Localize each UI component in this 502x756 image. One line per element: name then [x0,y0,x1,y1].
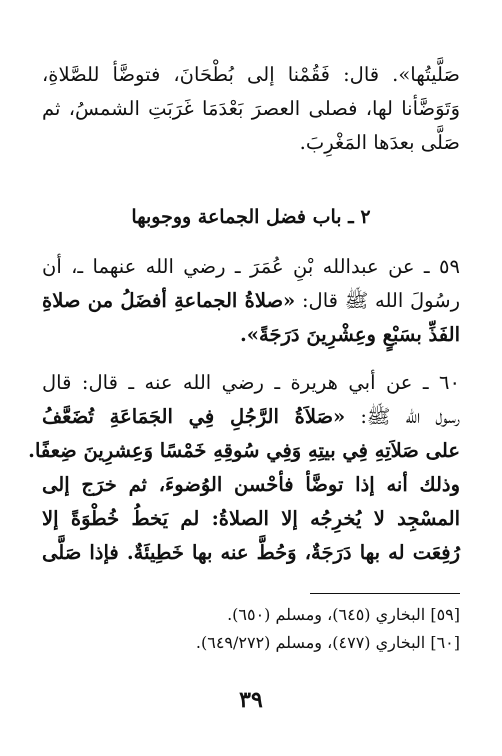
hadith-60-line-6: رُفِعَت له بها دَرَجَةٌ، وَحُطَّ عنه بها خَطِيئَةٌ. فإذا صَلَّى [42,541,460,564]
hadith-60-line-3: على صَلاَتِهِ فِي بيتِهِ وَفِي سُوقِهِ خَمْسًا وَعِشرِينَ ضِعفًا. [28,439,460,462]
section-heading: ٢ ـ باب فضل الجماعة ووجوبها [131,206,371,228]
intro-line-3: صَلَّى بعدَها المَغْرِبَ. [299,131,460,154]
hadith-59-line-1: ٥٩ ـ عن عبدالله بْنِ عُمَرَ ـ رضي الله عنهما ـ، أن [42,255,460,278]
hadith-59-line-3: الفَذِّ بسَبْعٍ وعِشْرِينَ دَرَجَةً». [240,323,460,346]
hadith-59-quote-start: «صلاةُ الجماعةِ أفضَلُ من صلاةِ [42,289,296,312]
hadith-59-line-2 [42,288,460,314]
hadith-60-quote-start: «صَلاَةُ الرَّجُلِ فِي الجَمَاعَةِ تُضَعَّفُ [42,405,346,428]
footnote-60: [٦٠] البخاري (٤٧٧)، ومسلم (٦٤٩/٢٧٢). [195,633,460,652]
intro-line-2: وَتَوَضَّأنا لها، فصلى العصرَ بَعْدَمَا غَرَبَتِ الشمسُ، ثم [42,97,460,120]
hadith-60-intro-text: رسول الله ﷺ: [345,405,460,428]
hadith-60-line-5: المسْجِد لا يُخرِجُه إلا الصلاةُ: لم يَخطُ خُطْوَةً إلا [42,507,460,530]
intro-line-1: صَلَّيتُها». قال: فَقُمْنا إلى بُطْحَانَ، فتوضَّأ للصَّلاةِ، [42,63,460,86]
hadith-60-line-1: ٦٠ ـ عن أبي هريرة ـ رضي الله عنه ـ قال: قال [42,371,460,394]
hadith-60-line-4: وذلك أنه إذا توضَّأ فأحْسن الوُضوءَ، ثم خرَج إلى [42,473,460,496]
hadith-60-line-2 [42,404,460,430]
hadith-59-intro-text: رسُولَ الله ﷺ قال: [295,289,460,312]
footnote-divider [310,593,460,594]
footnote-59: [٥٩] البخاري (٦٤٥)، ومسلم (٦٥٠). [227,605,460,624]
page-number: ٣٩ [239,687,263,713]
